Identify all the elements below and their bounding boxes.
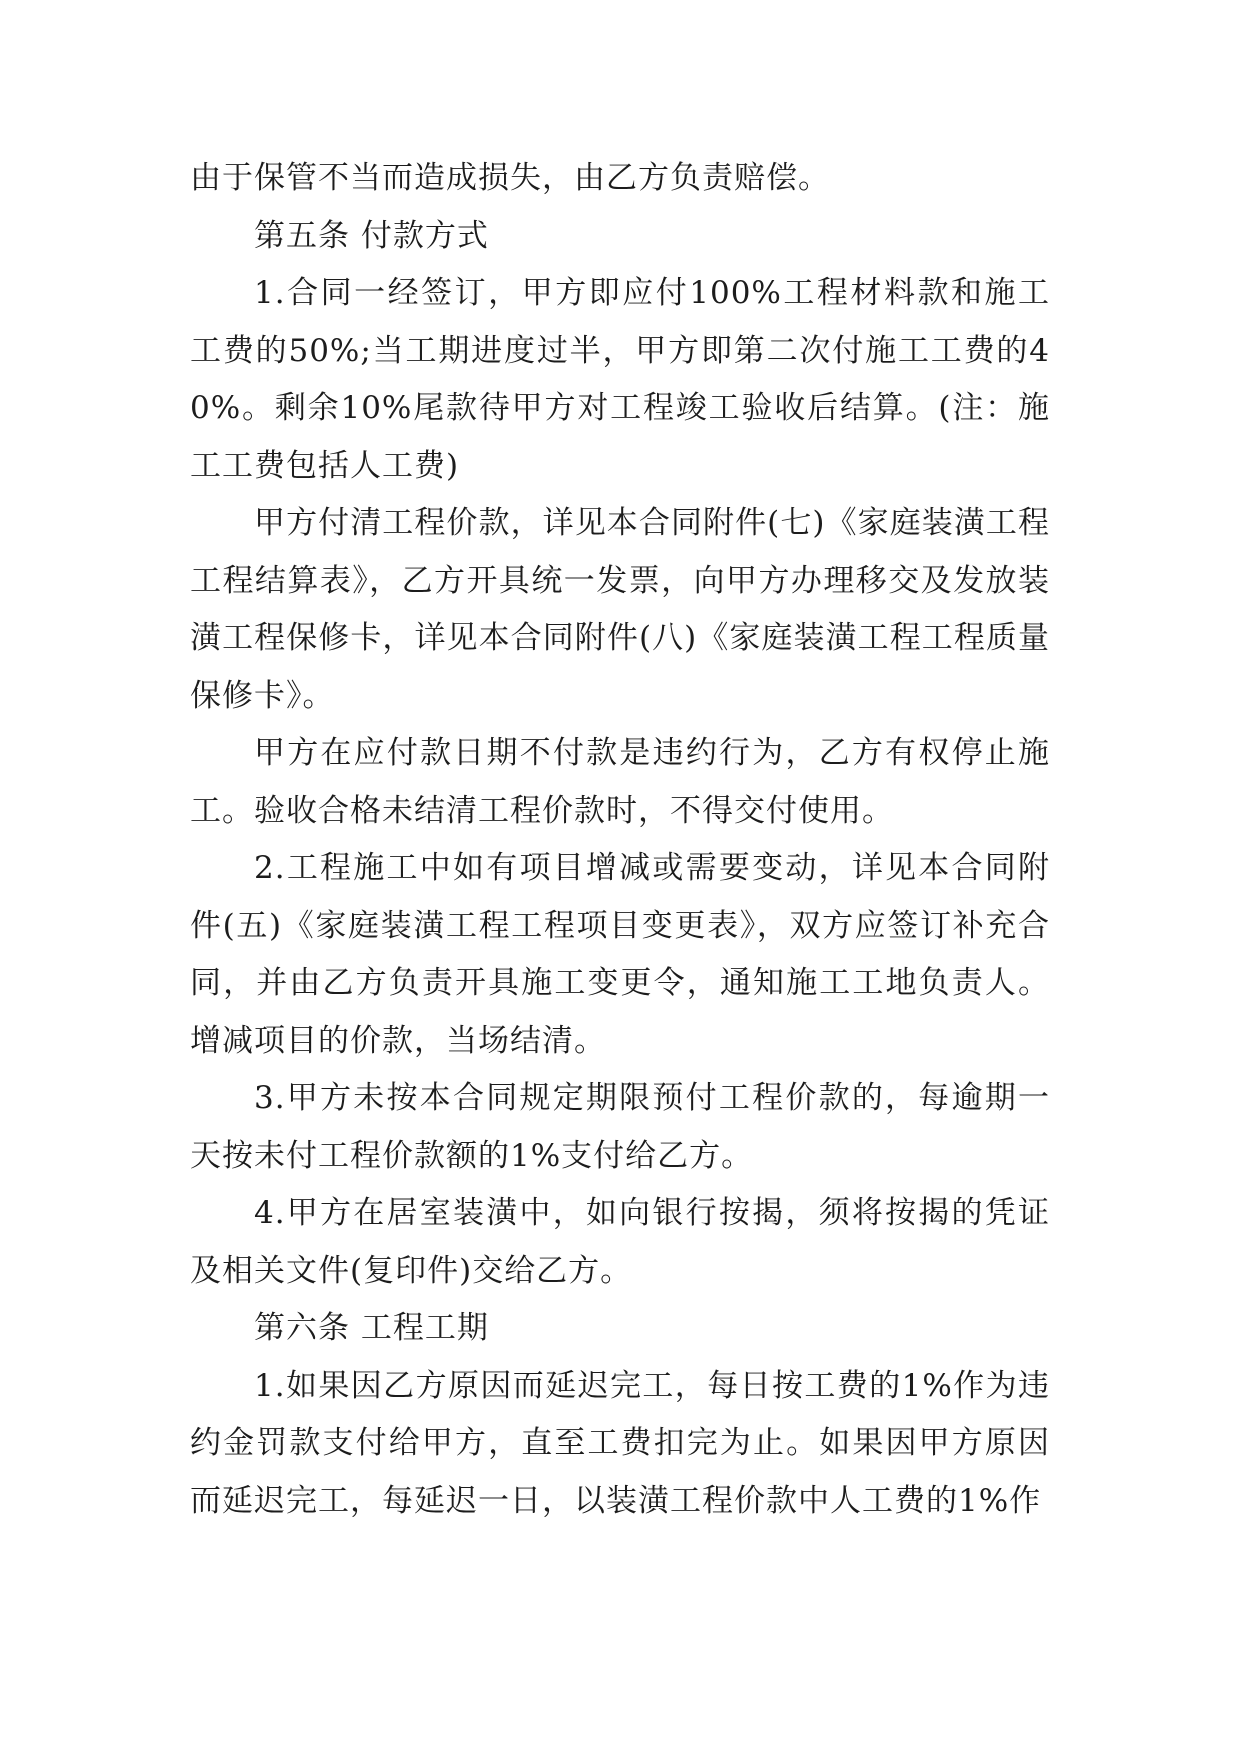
paragraph-payment-3: 3.甲方未按本合同规定期限预付工程价款的，每逾期一天按未付工程价款额的1%支付给乙方。 — [190, 1080, 1050, 1174]
paragraph-schedule-1: 1.如果因乙方原因而延迟完工，每日按工费的1%作为违约金罚款支付给甲方，直至工费扣完为止。如果因甲方原因而延迟完工，每延迟一日，以装潢工程价款中人工费的1%作 — [190, 1367, 1050, 1519]
paragraph-payment-4: 4.甲方在居室装潢中，如向银行按揭，须将按揭的凭证及相关文件(复印件)交给乙方。 — [190, 1195, 1050, 1289]
paragraph-1: 由于保管不当而造成损失，由乙方负责赔偿。 — [190, 160, 830, 196]
document-page — [190, 150, 1050, 1530]
paragraph-payment-1: 1.合同一经签订，甲方即应付100%工程材料款和施工工费的50%;当工期进度过半，甲方即第二次付施工工费的40%。剩余10%尾款待甲方对工程竣工验收后结算。(注：施工工费包括人工费) — [190, 275, 1050, 484]
section-heading-article-6: 第六条 工程工期 — [254, 1310, 489, 1346]
section-heading-article-5: 第五条 付款方式 — [254, 217, 489, 254]
paragraph-payment-2: 2.工程施工中如有项目增减或需要变动，详见本合同附件(五)《家庭装潢工程工程项目变更表》，双方应签订补充合同，并由乙方负责开具施工变更令，通知施工工地负责人。增减项目的价款，当场结清。 — [190, 850, 1050, 1059]
paragraph-payment-default: 甲方在应付款日期不付款是违约行为，乙方有权停止施工。验收合格未结清工程价款时，不得交付使用。 — [190, 735, 1050, 829]
paragraph-payment-settlement: 甲方付清工程价款，详见本合同附件(七)《家庭装潢工程工程结算表》，乙方开具统一发票，向甲方办理移交及发放装潢工程保修卡，详见本合同附件(八)《家庭装潢工程工程质量保修卡》。 — [190, 505, 1050, 714]
